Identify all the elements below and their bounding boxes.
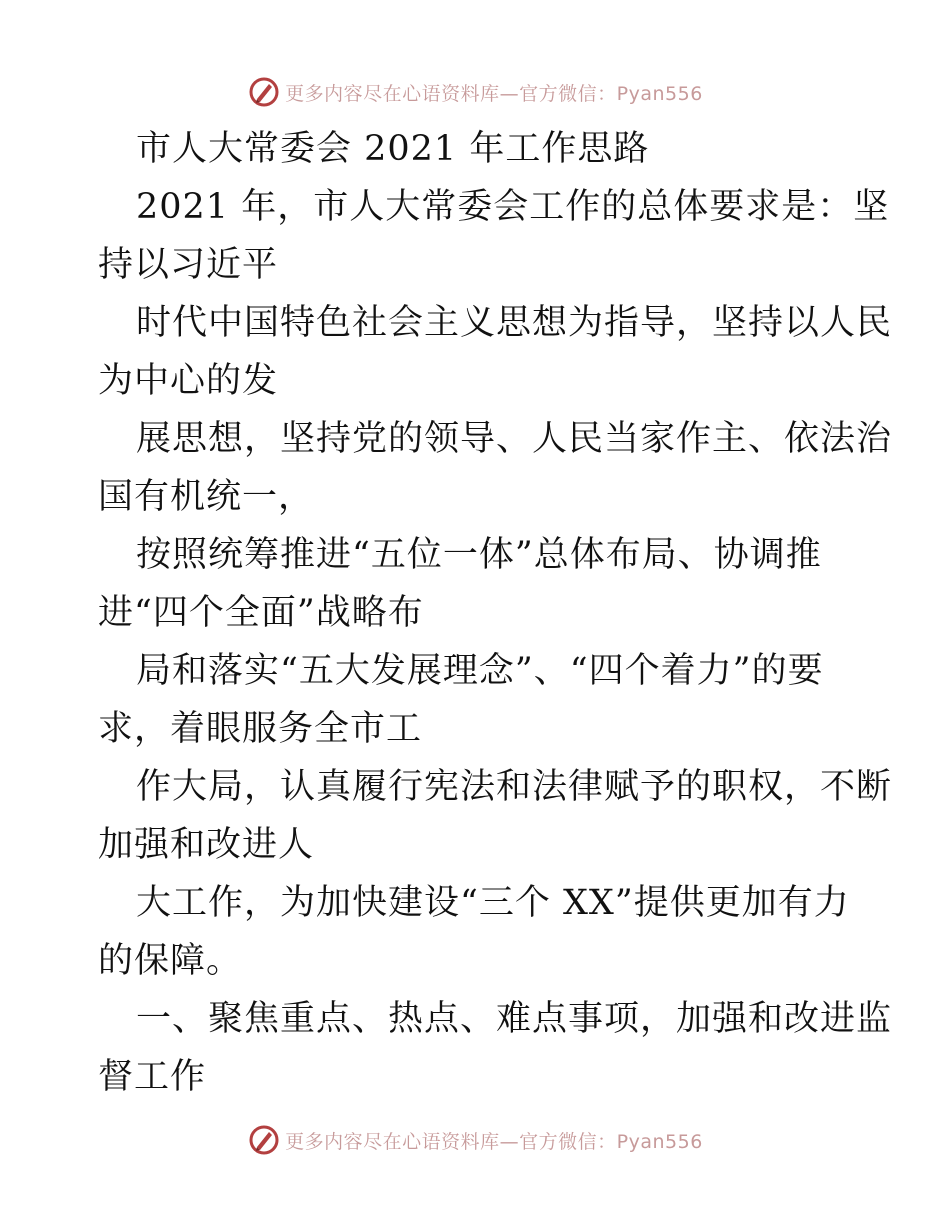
pen-logo-icon — [247, 1123, 281, 1157]
paragraph-line: 的保障。 — [98, 941, 243, 981]
section-heading: 一、聚焦重点、热点、难点事项，加强和改进监 — [136, 999, 893, 1039]
paragraph-line: 作大局，认真履行宪法和法律赋予的职权，不断 — [136, 767, 893, 807]
paragraph-line: 加强和改进人 — [98, 825, 315, 865]
document-body — [98, 120, 893, 1106]
paragraph-line: 按照统筹推进“五位一体”总体布局、协调推 — [136, 535, 822, 575]
paragraph-line: 持以习近平 — [98, 245, 279, 285]
paragraph-line: 局和落实“五大发展理念”、“四个着力”的要 — [136, 651, 824, 691]
paragraph-line: 时代中国特色社会主义思想为指导，坚持以人民 — [136, 303, 893, 343]
paragraph-line: 求，着眼服务全市工 — [98, 709, 423, 749]
watermark-text: 更多内容尽在心语资料库—官方微信：Pyan556 — [285, 1130, 703, 1153]
header-watermark — [0, 72, 950, 112]
paragraph-line: 为中心的发 — [98, 361, 279, 401]
paragraph-line: 进“四个全面”战略布 — [98, 593, 424, 633]
footer-watermark — [0, 1120, 950, 1160]
pen-logo-icon — [247, 75, 281, 109]
paragraph-line: 大工作，为加快建设“三个 XX”提供更加有力 — [136, 883, 850, 923]
watermark-text: 更多内容尽在心语资料库—官方微信：Pyan556 — [285, 82, 703, 105]
paragraph-line: 展思想，坚持党的领导、人民当家作主、依法治 — [136, 419, 893, 459]
paragraph-line: 国有机统一， — [98, 477, 315, 517]
paragraph-line: 2021 年，市人大常委会工作的总体要求是：坚 — [136, 187, 890, 227]
section-heading-continued: 督工作 — [98, 1057, 207, 1097]
document-title: 市人大常委会 2021 年工作思路 — [136, 129, 650, 169]
